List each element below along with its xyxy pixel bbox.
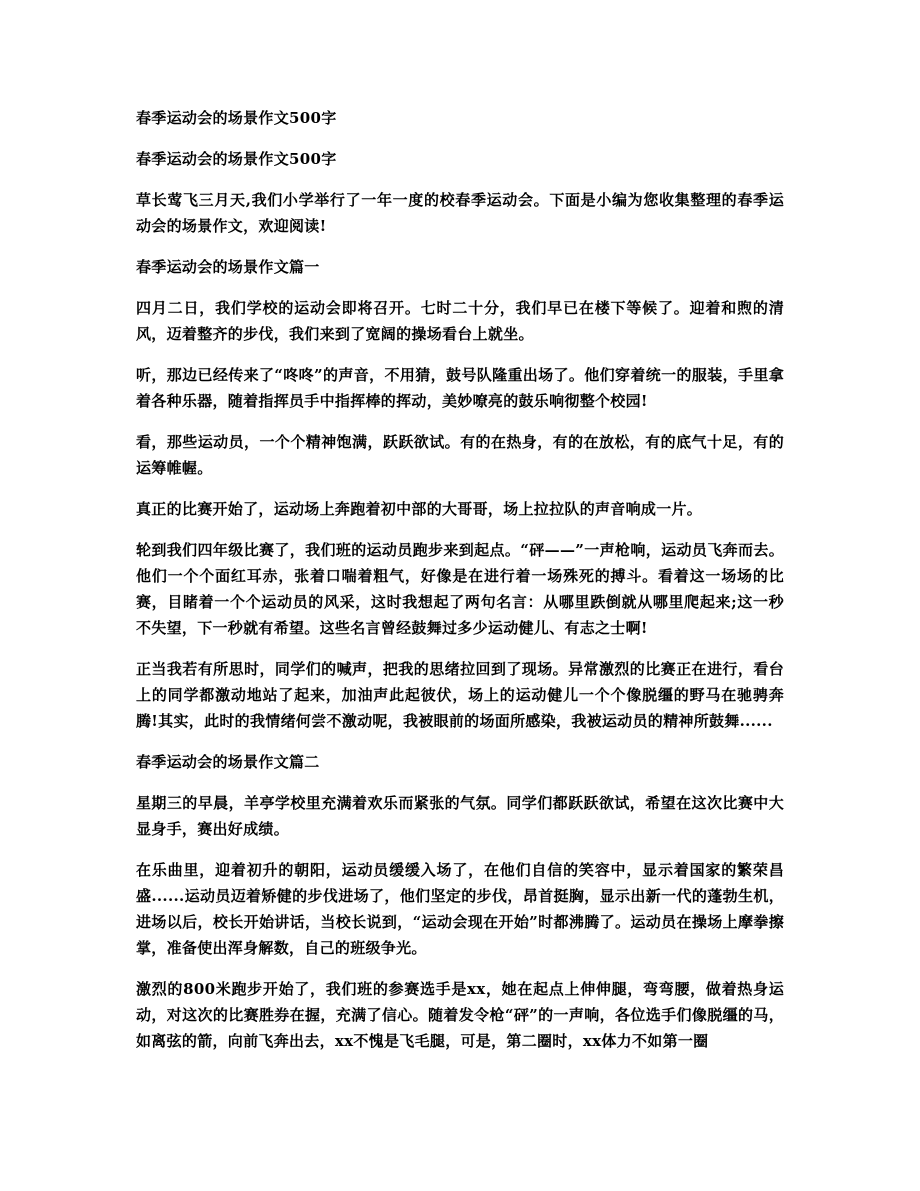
section-heading-2: 春季运动会的场景作文篇二 [136,753,320,771]
document-title: 春季运动会的场景作文500字 [136,109,337,127]
intro-paragraph: 草长莺飞三月天,我们小学举行了一年一度的校春季运动会。下面是小编为您收集整理的春季运动会的场景作文，欢迎阅读! [136,191,784,235]
body-paragraph: 听，那边已经传来了“咚咚”的声音，不用猜，鼓号队隆重出场了。他们穿着统一的服装，手里拿着各种乐器，随着指挥员手中指挥棒的挥动，美妙嘹亮的鼓乐响彻整个校园! [136,366,784,410]
body-paragraph: 星期三的早晨，羊亭学校里充满着欢乐而紧张的气氛。同学们都跃跃欲试，希望在这次比赛中大显身手，赛出好成绩。 [136,794,784,838]
body-paragraph: 正当我若有所思时，同学们的喊声，把我的思绪拉回到了现场。异常激烈的比赛正在进行，看台上的同学都激动地站了起来，加油声此起彼伏，场上的运动健儿一个个像脱缰的野马在驰骋奔腾!其实，此时的我情绪何尝不激动呢，我被眼前的场面所感染，我被运动员的精神所鼓舞...... [136,660,784,730]
body-paragraph: 轮到我们四年级比赛了，我们班的运动员跑步来到起点。“砰——”一声枪响，运动员飞奔而去。他们一个个面红耳赤，张着口喘着粗气，好像是在进行着一场殊死的搏斗。看着这一场场的比赛，目睹着一个个运动员的风采，这时我想起了两句名言：从哪里跌倒就从哪里爬起来;这一秒不失望，下一秒就有希望。这些名言曾经鼓舞过多少运动健儿、有志之士啊! [136,541,784,637]
body-paragraph: 四月二日，我们学校的运动会即将召开。七时二十分，我们早已在楼下等候了。迎着和煦的清风，迈着整齐的步伐，我们来到了宽阔的操场看台上就坐。 [136,299,784,343]
body-paragraph: 在乐曲里，迎着初升的朝阳，运动员缓缓入场了，在他们自信的笑容中，显示着国家的繁荣昌盛......运动员迈着矫健的步伐进场了，他们坚定的步伐，昂首挺胸，显示出新一代的蓬勃生机，进场以后，校长开始讲话，当校长说到，“运动会现在开始”时都沸腾了。运动员在操场上摩拳擦掌，准备使出浑身解数，自己的班级争光。 [136,861,784,957]
body-paragraph: 真正的比赛开始了，运动场上奔跑着初中部的大哥哥，场上拉拉队的声音响成一片。 [136,500,703,518]
section-heading-1: 春季运动会的场景作文篇一 [136,258,320,276]
document-subtitle: 春季运动会的场景作文500字 [136,150,337,168]
body-paragraph: 激烈的800米跑步开始了，我们班的参赛选手是xx，她在起点上伸伸腿，弯弯腰，做着热身运动，对这次的比赛胜券在握，充满了信心。随着发令枪“砰”的一声响，各位选手们像脱缰的马，如离弦的箭，向前飞奔出去，xx不愧是飞毛腿，可是，第二圈时，xx体力不如第一圈 [136,980,784,1050]
body-paragraph: 看，那些运动员，一个个精神饱满，跃跃欲试。有的在热身，有的在放松，有的底气十足，有的运筹帷幄。 [136,433,784,477]
document-page [136,105,784,1069]
